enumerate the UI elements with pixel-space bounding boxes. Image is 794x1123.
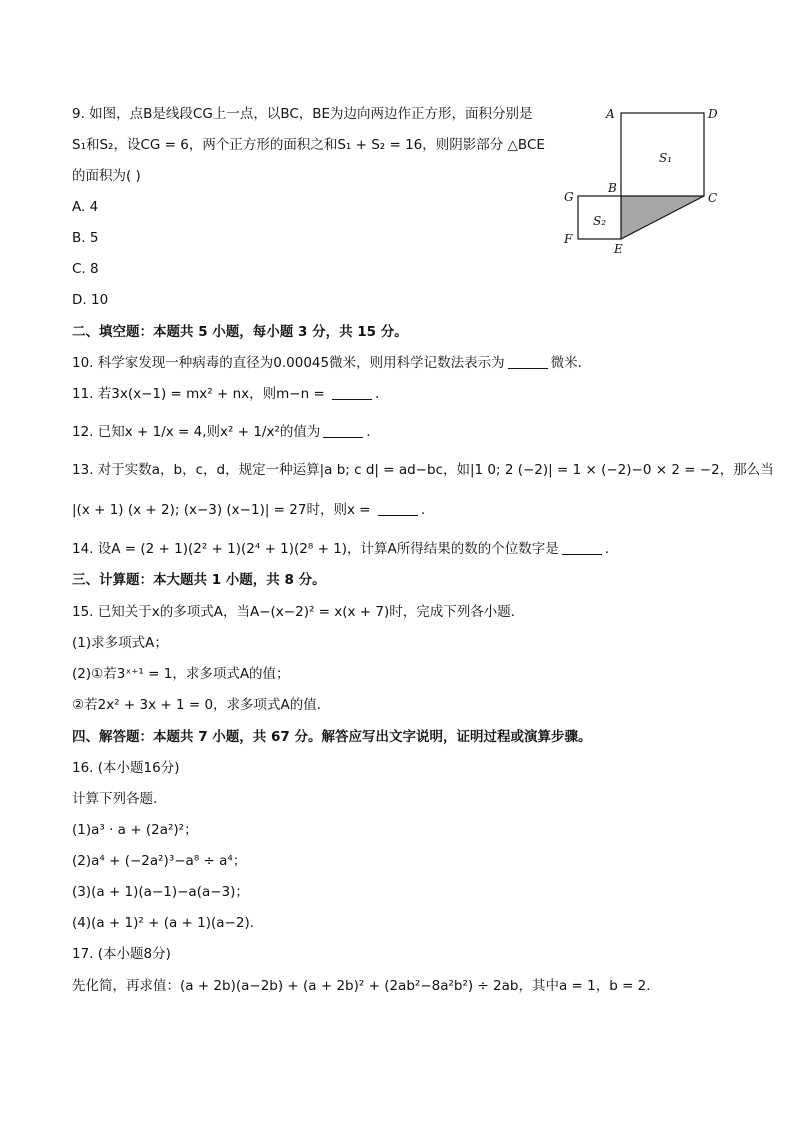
q13-line2 — [72, 500, 434, 520]
section-2-heading: 二、填空题：本题共 5 小题，每小题 3 分，共 15 分。 — [72, 324, 408, 340]
q16-item-2: (2)a⁴ + (−2a²)³−a⁸ ÷ a⁴； — [72, 853, 247, 869]
label-a: A — [606, 107, 615, 121]
q13-suffix2: ． — [420, 502, 435, 518]
label-g: G — [564, 190, 574, 204]
q17-title: 17. (本小题8分) — [72, 946, 171, 962]
label-s1: S₁ — [659, 151, 673, 165]
q9-option-a: A. 4 — [72, 199, 99, 215]
q15-part2: (2)①若3ˣ⁺¹ = 1，求多项式A的值； — [72, 666, 290, 682]
q16-item-3: (3)(a + 1)(a−1)−a(a−3)； — [72, 884, 249, 900]
q12-blank[interactable] — [323, 423, 363, 438]
q16-stem: 计算下列各题． — [72, 791, 167, 807]
q10-suffix: 微米． — [550, 355, 592, 371]
q16-title: 16. (本小题16分) — [72, 760, 180, 776]
q16-item-1: (1)a³ · a + (2a²)²； — [72, 822, 198, 838]
q9-line3: 的面积为( ) — [72, 168, 141, 184]
q15-part3: ②若2x² + 3x + 1 = 0，求多项式A的值． — [72, 697, 331, 713]
q16-item-4: (4)(a + 1)² + (a + 1)(a−2)． — [72, 915, 264, 931]
q10-blank[interactable] — [508, 354, 548, 369]
q15-stem: 15. 已知关于x的多项式A，当A−(x−2)² = x(x + 7)时，完成下列各小题． — [72, 604, 525, 620]
q12-suffix: ． — [366, 424, 380, 440]
q12-text: 12. 已知x + 1/x = 4,则x² + 1/x²的值为 — [72, 424, 321, 440]
label-f: F — [564, 232, 573, 246]
q9-line1: 9. 如图，点B是线段CG上一点，以BC，BE为边向两边作正方形，面积分别是 — [72, 106, 533, 122]
q10-text: 10. 科学家发现一种病毒的直径为0.00045微米，则用科学记数法表示为 — [72, 355, 505, 371]
label-b: B — [608, 181, 617, 195]
q14-text: 14. 设A = (2 + 1)(2² + 1)(2⁴ + 1)(2⁸ + 1)，计算A所得结果的数的个位数字是 — [72, 541, 559, 557]
q9-option-c: C. 8 — [72, 261, 99, 277]
label-e: E — [614, 242, 623, 256]
label-d: D — [708, 107, 718, 121]
q14 — [72, 539, 618, 559]
label-s2: S₂ — [593, 214, 607, 228]
q11-suffix: ． — [375, 386, 389, 402]
q10 — [72, 353, 591, 373]
q9-option-d: D. 10 — [72, 292, 109, 308]
q13-text2: |(x + 1) (x + 2); (x−3) (x−1)| = 27时，则x = — [72, 502, 375, 518]
q14-suffix: ． — [604, 541, 619, 557]
q11 — [72, 384, 389, 404]
q9-line2: S₁和S₂，设CG = 6，两个正方形的面积之和S₁ + S₂ = 16，则阴影部分 △BCE — [72, 137, 545, 153]
q15-part1: (1)求多项式A； — [72, 635, 168, 651]
q9-option-b: B. 5 — [72, 230, 99, 246]
q11-blank[interactable] — [332, 385, 372, 400]
q17-stem: 先化简，再求值：(a + 2b)(a−2b) + (a + 2b)² + (2ab²−8a²b²) ÷ 2ab，其中a = 1，b = 2． — [72, 978, 660, 994]
q14-blank[interactable] — [562, 540, 602, 555]
q13-line1: 13. 对于实数a，b，c，d，规定一种运算|a b; c d| = ad−bc，如|1 0; 2 (−2)| = 1 × (−2)−0 × 2 = −2，那么当 — [72, 462, 774, 478]
q11-text: 11. 若3x(x−1) = mx² + nx，则m−n = — [72, 386, 330, 402]
section-3-heading: 三、计算题：本大题共 1 小题，共 8 分。 — [72, 572, 326, 588]
q12 — [72, 422, 380, 442]
q9-figure — [556, 98, 726, 266]
label-c: C — [708, 191, 718, 205]
q13-blank[interactable] — [378, 501, 418, 516]
section-4-heading: 四、解答题：本题共 7 小题，共 67 分。解答应写出文字说明，证明过程或演算步骤。 — [72, 729, 592, 745]
